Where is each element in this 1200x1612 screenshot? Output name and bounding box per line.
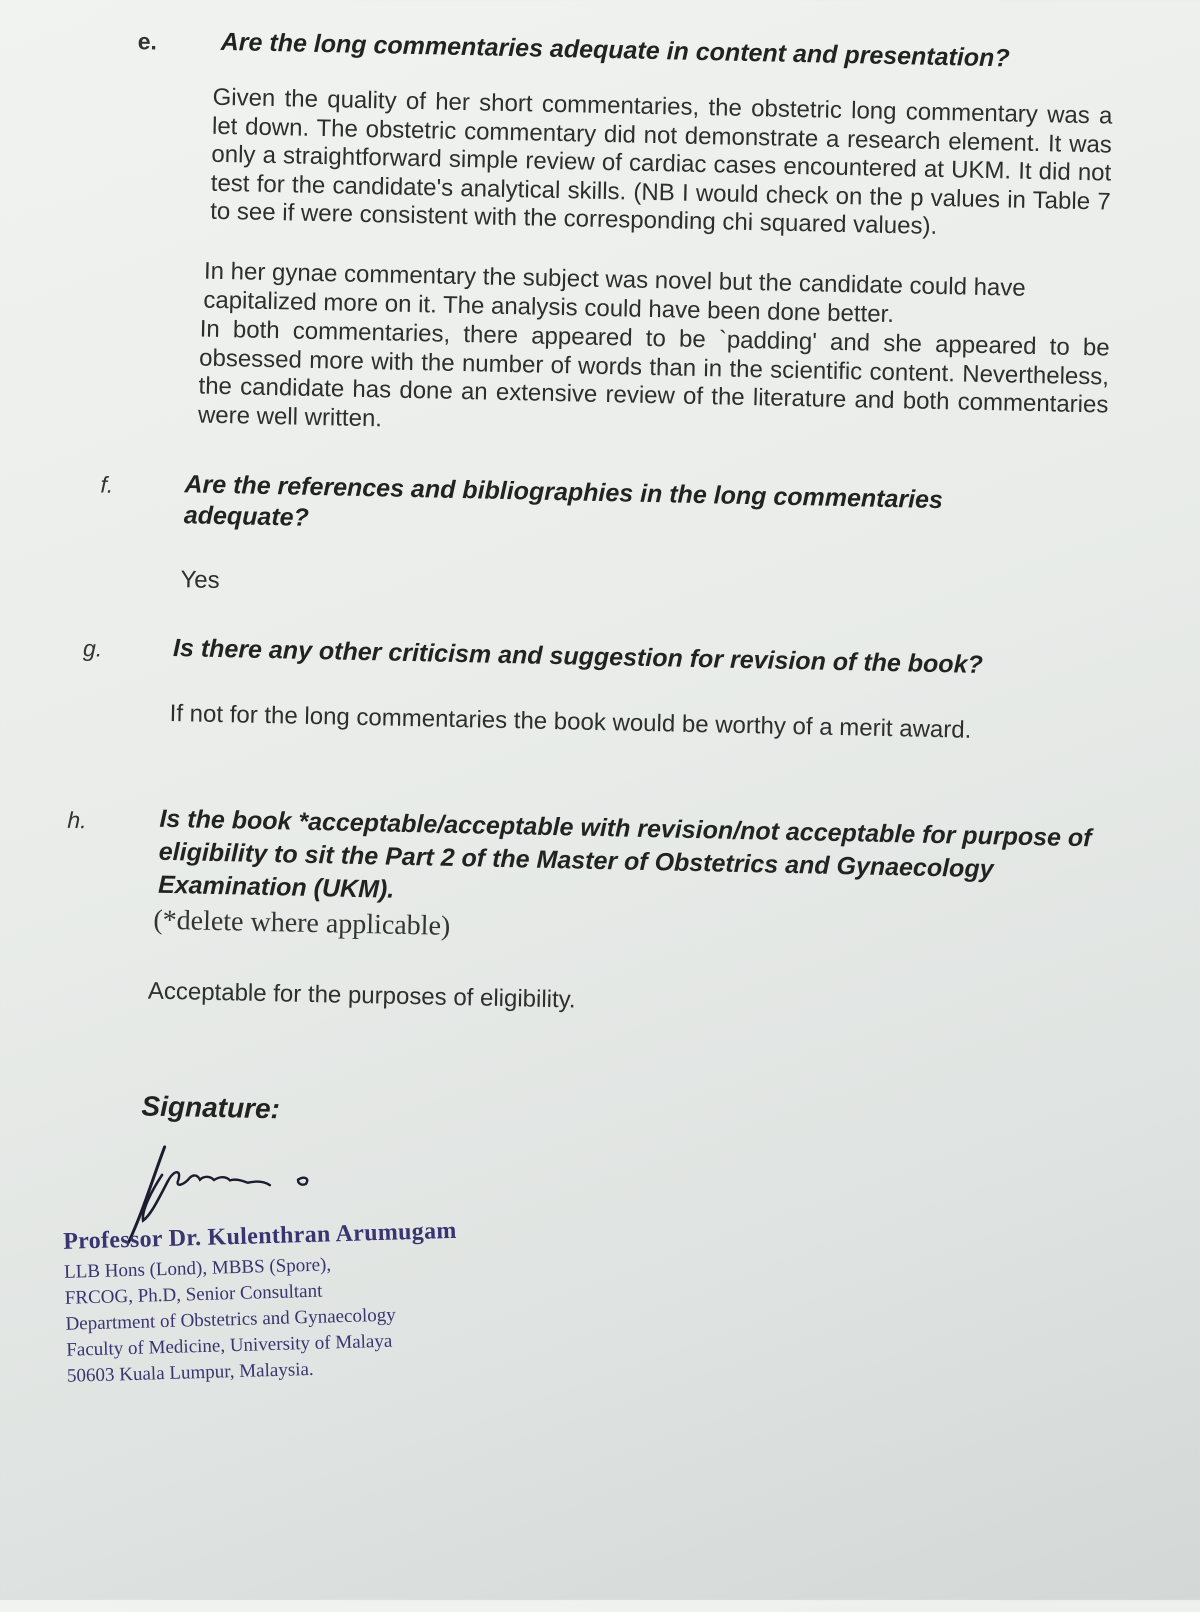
- section-e-question: Are the long commentaries adequate in content and presentation?: [220, 27, 1010, 73]
- section-h-note: (*delete where applicable): [153, 904, 451, 942]
- section-f-answer: Yes: [180, 566, 220, 594]
- section-h-marker: h.: [67, 806, 87, 834]
- stamp-line-3: Department of Obstetrics and Gynaecology: [65, 1304, 397, 1335]
- stamp-line-4: Faculty of Medicine, University of Malaya: [66, 1330, 393, 1361]
- section-f-marker: f.: [100, 471, 114, 498]
- section-f-question: Are the references and bibliographies in the long commentaries adequate?: [183, 470, 944, 532]
- signature-label: Signature:: [141, 1090, 281, 1125]
- officer-stamp: [63, 1218, 461, 1390]
- section-h-question: Is the book *acceptable/acceptable with revision/not acceptable for purpose of eligibility to sit the Part 2 of the Master of Obstetrics and Gynaecology Examination (UKM).: [157, 804, 1092, 904]
- section-g-question: Is there any other criticism and suggestion for revision of the book?: [172, 634, 984, 679]
- stamp-line-1: LLB Hons (Lond), MBBS (Spore),: [63, 1254, 332, 1283]
- section-h-answer: Acceptable for the purposes of eligibility.: [147, 977, 576, 1014]
- section-e-marker: e.: [137, 28, 158, 55]
- stamp-line-5: 50603 Kuala Lumpur, Malaysia.: [66, 1358, 314, 1387]
- stamp-name: Professor Dr. Kulenthran Arumugam: [62, 1217, 457, 1255]
- stamp-line-2: FRCOG, Ph.D, Senior Consultant: [64, 1280, 323, 1309]
- section-g-marker: g.: [82, 635, 103, 662]
- section-e-answer-p3: In both commentaries, there appeared to be `padding' and she appeared to be obsessed more with the number of words than in the scientific content. Nevertheless, the candidate has done an extensive review of the literature and both commentaries were well written.: [197, 315, 1110, 432]
- section-e-answer: Given the quality of her short commentaries, the obstetric long commentary was a let down. The obstetric commentary did not demonstrate a research element. It was only a straightforward simple review of cardiac cases encountered at UKM. It did not test for the candidate's analytical skills. (NB I would check on the p values in Table 7 to see if were consistent with the corresponding chi squared values).: [209, 83, 1113, 240]
- section-e-answer-p2: In her gynae commentary the subject was novel but the candidate could have capitalized more on it. The analysis could have been done better.: [203, 257, 1026, 328]
- section-g-answer: If not for the long commentaries the book would be worthy of a merit award.: [169, 699, 972, 744]
